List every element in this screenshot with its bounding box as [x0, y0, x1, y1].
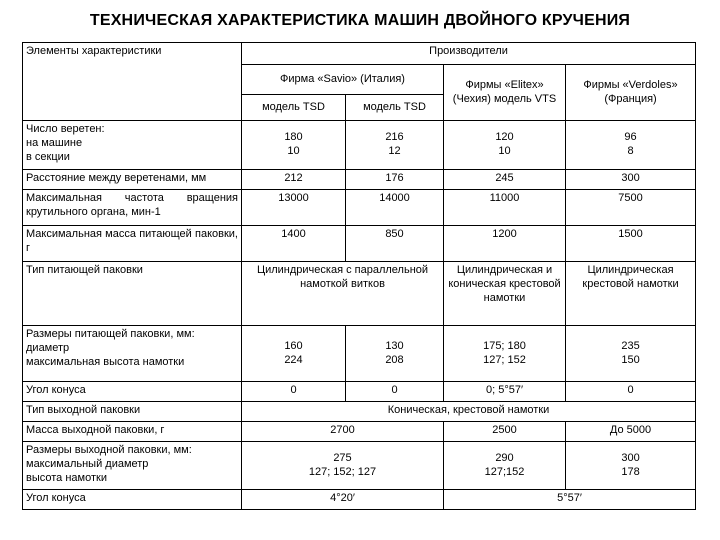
row-outtype-label: Тип выходной паковки	[23, 402, 242, 422]
row-cone1	[23, 382, 696, 402]
row-feedsize-v3: 175; 180 127; 152	[444, 326, 566, 382]
row-maxfreq-v3: 11000	[444, 190, 566, 226]
header-row	[23, 43, 696, 65]
row-spindles-v4: 96 8	[566, 121, 696, 170]
row-cone1-v1: 0	[242, 382, 346, 402]
row-outmass-label: Масса выходной паковки, г	[23, 422, 242, 442]
row-outsize-label: Размеры выходной паковки, мм: максимальный диаметр высота намотки	[23, 442, 242, 490]
row-maxfreq	[23, 190, 696, 226]
row-maxfreq-v2: 14000	[346, 190, 444, 226]
row-maxmass-v2: 850	[346, 226, 444, 262]
row-cone2-rest: 5°57′	[444, 490, 696, 510]
row-outsize-verdoles: 300 178	[566, 442, 696, 490]
row-maxmass	[23, 226, 696, 262]
row-feedtype	[23, 262, 696, 326]
row-outmass	[23, 422, 696, 442]
row-cone1-v2: 0	[346, 382, 444, 402]
row-distance-v4: 300	[566, 170, 696, 190]
header-model-2: модель TSD	[346, 95, 444, 121]
row-feedtype-savio: Цилиндрическая с параллельной намоткой витков	[242, 262, 444, 326]
row-cone1-v4: 0	[566, 382, 696, 402]
row-spindles-label: Число веретен: на машине в секции	[23, 121, 242, 170]
row-outsize	[23, 442, 696, 490]
row-outmass-verdoles: До 5000	[566, 422, 696, 442]
row-outtype	[23, 402, 696, 422]
row-feedsize-label: Размеры питающей паковки, мм: диаметр максимальная высота намотки	[23, 326, 242, 382]
row-distance-v2: 176	[346, 170, 444, 190]
specs-table	[22, 42, 696, 510]
row-distance-v3: 245	[444, 170, 566, 190]
row-maxmass-v3: 1200	[444, 226, 566, 262]
row-distance-v1: 212	[242, 170, 346, 190]
row-cone2-savio: 4°20′	[242, 490, 444, 510]
row-feedsize	[23, 326, 696, 382]
row-outsize-elitex: 290 127;152	[444, 442, 566, 490]
row-maxmass-v4: 1500	[566, 226, 696, 262]
page-title: ТЕХНИЧЕСКАЯ ХАРАКТЕРИСТИКА МАШИН ДВОЙНОГО КРУЧЕНИЯ	[89, 12, 631, 29]
row-distance-label: Расстояние между веретенами, мм	[23, 170, 242, 190]
row-distance	[23, 170, 696, 190]
row-feedtype-label: Тип питающей паковки	[23, 262, 242, 326]
row-spindles-v1: 180 10	[242, 121, 346, 170]
row-maxmass-label: Максимальная масса питающей паковки, г	[23, 226, 242, 262]
row-cone1-v3: 0; 5°57′	[444, 382, 566, 402]
header-elitex: Фирмы «Elitex» (Чехия) модель VTS	[444, 65, 566, 121]
row-outtype-value: Коническая, крестовой намотки	[242, 402, 696, 422]
header-verdoles: Фирмы «Verdoles» (Франция)	[566, 65, 696, 121]
header-model-1: модель TSD	[242, 95, 346, 121]
row-maxfreq-v4: 7500	[566, 190, 696, 226]
row-feedsize-v4: 235 150	[566, 326, 696, 382]
row-maxmass-v1: 1400	[242, 226, 346, 262]
row-feedsize-v2: 130 208	[346, 326, 444, 382]
row-cone1-label: Угол конуса	[23, 382, 242, 402]
row-cone2-label: Угол конуса	[23, 490, 242, 510]
row-outsize-savio: 275 127; 152; 127	[242, 442, 444, 490]
row-feedtype-verdoles: Цилиндрическая крестовой намотки	[566, 262, 696, 326]
header-elements: Элементы характеристики	[23, 43, 242, 121]
row-maxfreq-v1: 13000	[242, 190, 346, 226]
row-cone2	[23, 490, 696, 510]
row-feedsize-v1: 160 224	[242, 326, 346, 382]
header-savio: Фирма «Savio» (Италия)	[242, 65, 444, 95]
row-spindles	[23, 121, 696, 170]
row-feedtype-elitex: Цилиндрическая и коническая крестовой намотки	[444, 262, 566, 326]
row-outmass-savio: 2700	[242, 422, 444, 442]
row-maxfreq-label: Максимальная частота вращения крутильного органа, мин-1	[23, 190, 242, 226]
row-spindles-v3: 120 10	[444, 121, 566, 170]
row-outmass-elitex: 2500	[444, 422, 566, 442]
header-producers: Производители	[242, 43, 696, 65]
row-spindles-v2: 216 12	[346, 121, 444, 170]
